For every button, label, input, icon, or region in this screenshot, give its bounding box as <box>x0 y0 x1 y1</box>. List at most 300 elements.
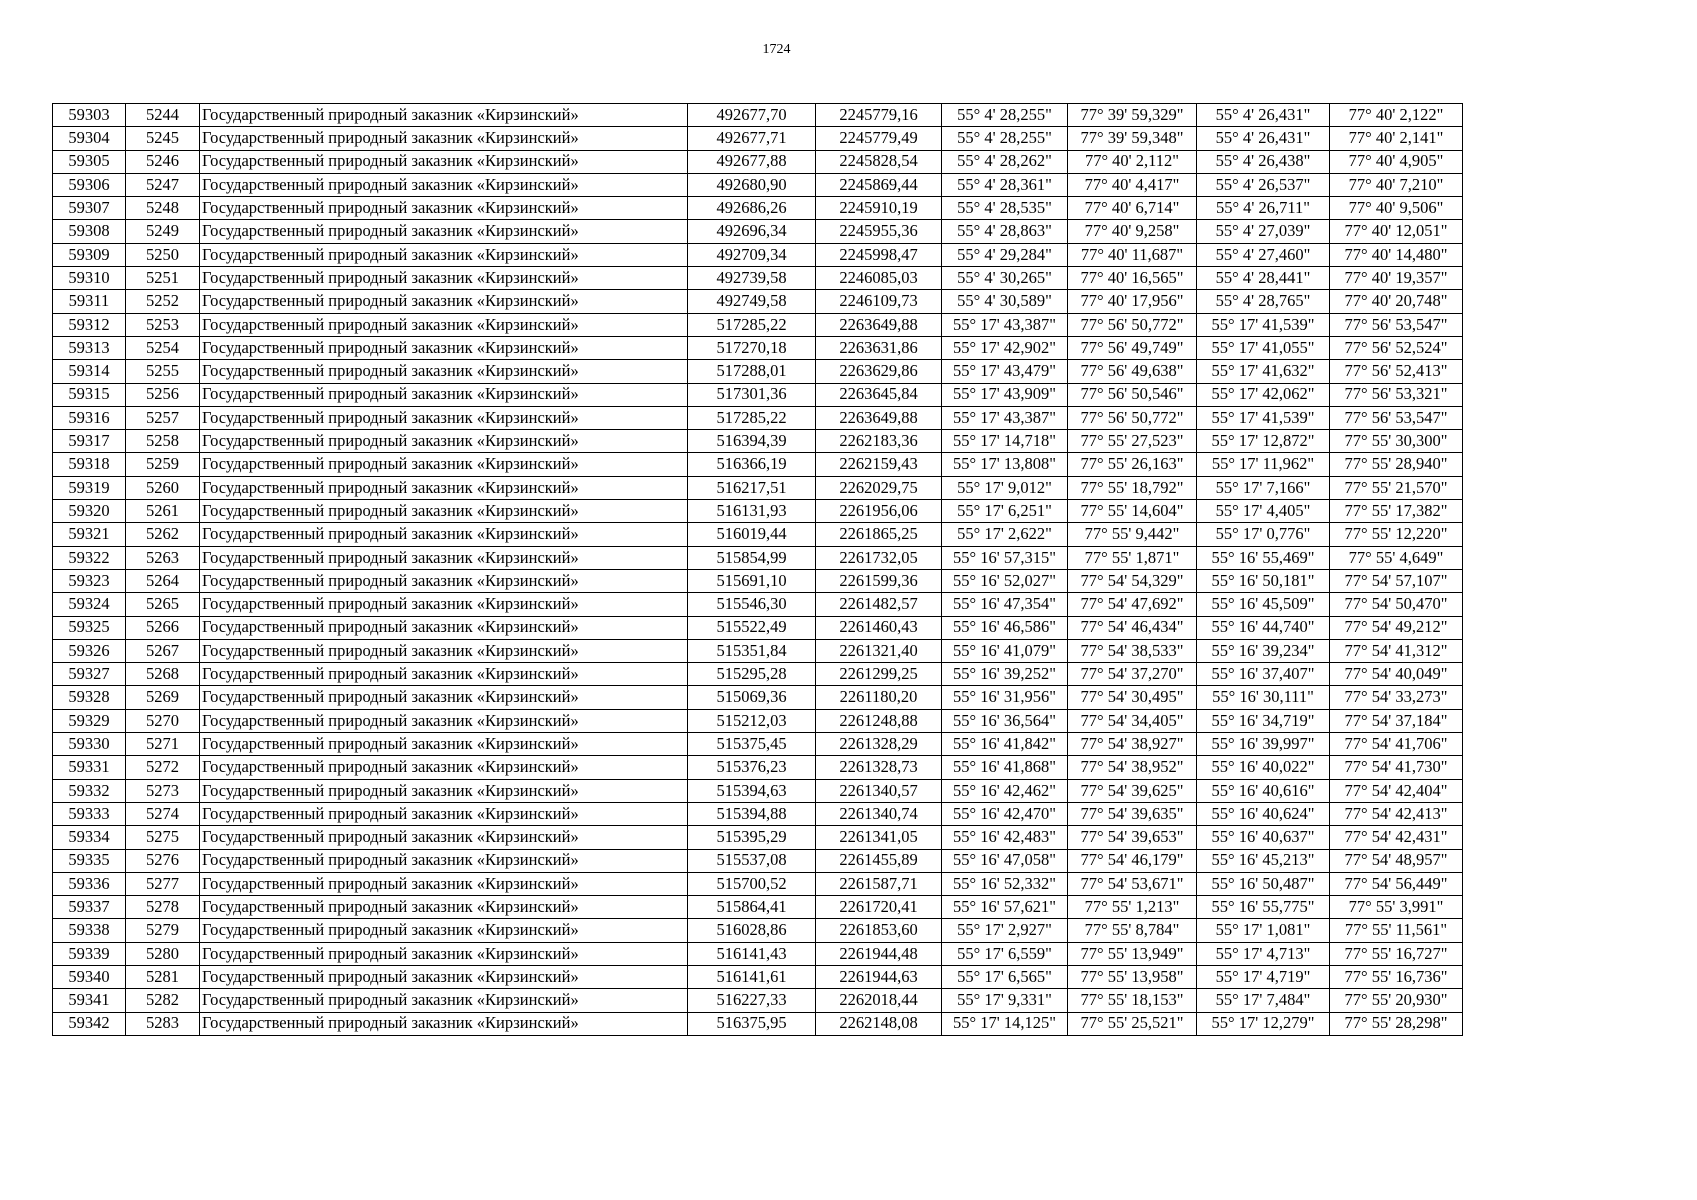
table-row <box>53 639 1463 662</box>
object-name-cell: Государственный природный заказник «Кирзинский» <box>200 896 688 919</box>
latitude-2-cell: 55° 4' 26,711" <box>1197 197 1330 220</box>
y-coordinate-cell: 2261341,05 <box>816 826 942 849</box>
longitude-2-cell: 77° 40' 19,357" <box>1330 267 1463 290</box>
y-coordinate-cell: 2262159,43 <box>816 453 942 476</box>
table-row <box>53 1012 1463 1035</box>
x-coordinate-cell: 515351,84 <box>688 639 816 662</box>
longitude-1-cell: 77° 40' 17,956" <box>1068 290 1197 313</box>
latitude-1-cell: 55° 17' 6,565" <box>942 965 1068 988</box>
y-coordinate-cell: 2262148,08 <box>816 1012 942 1035</box>
longitude-1-cell: 77° 54' 46,179" <box>1068 849 1197 872</box>
object-name-cell: Государственный природный заказник «Кирзинский» <box>200 872 688 895</box>
latitude-2-cell: 55° 17' 7,484" <box>1197 989 1330 1012</box>
table-row <box>53 709 1463 732</box>
latitude-1-cell: 55° 16' 52,027" <box>942 569 1068 592</box>
longitude-1-cell: 77° 56' 50,772" <box>1068 406 1197 429</box>
table-row <box>53 663 1463 686</box>
x-coordinate-cell: 517288,01 <box>688 360 816 383</box>
x-coordinate-cell: 492739,58 <box>688 267 816 290</box>
y-coordinate-cell: 2245828,54 <box>816 150 942 173</box>
latitude-2-cell: 55° 17' 4,719" <box>1197 965 1330 988</box>
x-coordinate-cell: 515295,28 <box>688 663 816 686</box>
record-id-cell: 59314 <box>53 360 126 383</box>
point-number-cell: 5258 <box>126 430 200 453</box>
longitude-2-cell: 77° 54' 37,184" <box>1330 709 1463 732</box>
object-name-cell: Государственный природный заказник «Кирзинский» <box>200 476 688 499</box>
y-coordinate-cell: 2245779,16 <box>816 104 942 127</box>
y-coordinate-cell: 2261455,89 <box>816 849 942 872</box>
record-id-cell: 59332 <box>53 779 126 802</box>
latitude-2-cell: 55° 4' 26,431" <box>1197 127 1330 150</box>
latitude-1-cell: 55° 16' 52,332" <box>942 872 1068 895</box>
longitude-1-cell: 77° 54' 39,635" <box>1068 802 1197 825</box>
point-number-cell: 5283 <box>126 1012 200 1035</box>
latitude-2-cell: 55° 4' 26,438" <box>1197 150 1330 173</box>
x-coordinate-cell: 492677,71 <box>688 127 816 150</box>
x-coordinate-cell: 515069,36 <box>688 686 816 709</box>
latitude-2-cell: 55° 16' 30,111" <box>1197 686 1330 709</box>
latitude-2-cell: 55° 17' 7,166" <box>1197 476 1330 499</box>
x-coordinate-cell: 515522,49 <box>688 616 816 639</box>
point-number-cell: 5282 <box>126 989 200 1012</box>
object-name-cell: Государственный природный заказник «Кирзинский» <box>200 173 688 196</box>
point-number-cell: 5264 <box>126 569 200 592</box>
object-name-cell: Государственный природный заказник «Кирзинский» <box>200 430 688 453</box>
x-coordinate-cell: 492677,88 <box>688 150 816 173</box>
object-name-cell: Государственный природный заказник «Кирзинский» <box>200 150 688 173</box>
record-id-cell: 59321 <box>53 523 126 546</box>
table-row <box>53 313 1463 336</box>
table-row <box>53 173 1463 196</box>
longitude-2-cell: 77° 54' 42,431" <box>1330 826 1463 849</box>
x-coordinate-cell: 516217,51 <box>688 476 816 499</box>
latitude-2-cell: 55° 16' 45,509" <box>1197 593 1330 616</box>
longitude-1-cell: 77° 56' 49,638" <box>1068 360 1197 383</box>
object-name-cell: Государственный природный заказник «Кирзинский» <box>200 267 688 290</box>
longitude-1-cell: 77° 40' 9,258" <box>1068 220 1197 243</box>
table-row <box>53 220 1463 243</box>
latitude-1-cell: 55° 16' 42,470" <box>942 802 1068 825</box>
latitude-1-cell: 55° 17' 42,902" <box>942 336 1068 359</box>
latitude-1-cell: 55° 16' 41,868" <box>942 756 1068 779</box>
record-id-cell: 59339 <box>53 942 126 965</box>
longitude-2-cell: 77° 55' 30,300" <box>1330 430 1463 453</box>
longitude-1-cell: 77° 40' 16,565" <box>1068 267 1197 290</box>
latitude-2-cell: 55° 17' 42,062" <box>1197 383 1330 406</box>
table-row <box>53 104 1463 127</box>
record-id-cell: 59340 <box>53 965 126 988</box>
latitude-1-cell: 55° 4' 28,863" <box>942 220 1068 243</box>
object-name-cell: Государственный природный заказник «Кирзинский» <box>200 104 688 127</box>
longitude-2-cell: 77° 55' 28,298" <box>1330 1012 1463 1035</box>
object-name-cell: Государственный природный заказник «Кирзинский» <box>200 243 688 266</box>
y-coordinate-cell: 2261865,25 <box>816 523 942 546</box>
y-coordinate-cell: 2261944,48 <box>816 942 942 965</box>
longitude-2-cell: 77° 54' 33,273" <box>1330 686 1463 709</box>
y-coordinate-cell: 2261956,06 <box>816 500 942 523</box>
x-coordinate-cell: 515537,08 <box>688 849 816 872</box>
point-number-cell: 5269 <box>126 686 200 709</box>
latitude-1-cell: 55° 17' 2,927" <box>942 919 1068 942</box>
object-name-cell: Государственный природный заказник «Кирзинский» <box>200 756 688 779</box>
table-row <box>53 127 1463 150</box>
object-name-cell: Государственный природный заказник «Кирзинский» <box>200 313 688 336</box>
latitude-1-cell: 55° 17' 6,251" <box>942 500 1068 523</box>
table-row <box>53 336 1463 359</box>
object-name-cell: Государственный природный заказник «Кирзинский» <box>200 220 688 243</box>
latitude-1-cell: 55° 4' 30,589" <box>942 290 1068 313</box>
object-name-cell: Государственный природный заказник «Кирзинский» <box>200 733 688 756</box>
y-coordinate-cell: 2261180,20 <box>816 686 942 709</box>
point-number-cell: 5271 <box>126 733 200 756</box>
longitude-2-cell: 77° 54' 40,049" <box>1330 663 1463 686</box>
latitude-2-cell: 55° 17' 1,081" <box>1197 919 1330 942</box>
x-coordinate-cell: 516141,43 <box>688 942 816 965</box>
y-coordinate-cell: 2261328,29 <box>816 733 942 756</box>
x-coordinate-cell: 516019,44 <box>688 523 816 546</box>
y-coordinate-cell: 2263649,88 <box>816 406 942 429</box>
point-number-cell: 5278 <box>126 896 200 919</box>
record-id-cell: 59319 <box>53 476 126 499</box>
latitude-2-cell: 55° 16' 55,775" <box>1197 896 1330 919</box>
object-name-cell: Государственный природный заказник «Кирзинский» <box>200 989 688 1012</box>
latitude-2-cell: 55° 16' 40,624" <box>1197 802 1330 825</box>
longitude-2-cell: 77° 54' 42,404" <box>1330 779 1463 802</box>
longitude-2-cell: 77° 56' 52,413" <box>1330 360 1463 383</box>
table-row <box>53 593 1463 616</box>
longitude-1-cell: 77° 55' 25,521" <box>1068 1012 1197 1035</box>
longitude-2-cell: 77° 40' 14,480" <box>1330 243 1463 266</box>
latitude-2-cell: 55° 16' 40,637" <box>1197 826 1330 849</box>
longitude-1-cell: 77° 54' 47,692" <box>1068 593 1197 616</box>
longitude-1-cell: 77° 55' 8,784" <box>1068 919 1197 942</box>
latitude-2-cell: 55° 4' 28,765" <box>1197 290 1330 313</box>
longitude-1-cell: 77° 55' 13,958" <box>1068 965 1197 988</box>
object-name-cell: Государственный природный заказник «Кирзинский» <box>200 802 688 825</box>
x-coordinate-cell: 492686,26 <box>688 197 816 220</box>
point-number-cell: 5280 <box>126 942 200 965</box>
latitude-1-cell: 55° 17' 43,387" <box>942 406 1068 429</box>
y-coordinate-cell: 2261248,88 <box>816 709 942 732</box>
latitude-2-cell: 55° 16' 39,234" <box>1197 639 1330 662</box>
point-number-cell: 5259 <box>126 453 200 476</box>
object-name-cell: Государственный природный заказник «Кирзинский» <box>200 942 688 965</box>
longitude-1-cell: 77° 40' 4,417" <box>1068 173 1197 196</box>
longitude-2-cell: 77° 40' 7,210" <box>1330 173 1463 196</box>
latitude-2-cell: 55° 4' 28,441" <box>1197 267 1330 290</box>
latitude-2-cell: 55° 17' 41,055" <box>1197 336 1330 359</box>
y-coordinate-cell: 2261720,41 <box>816 896 942 919</box>
table-row <box>53 383 1463 406</box>
object-name-cell: Государственный природный заказник «Кирзинский» <box>200 663 688 686</box>
y-coordinate-cell: 2261944,63 <box>816 965 942 988</box>
latitude-2-cell: 55° 17' 4,713" <box>1197 942 1330 965</box>
longitude-1-cell: 77° 56' 49,749" <box>1068 336 1197 359</box>
record-id-cell: 59322 <box>53 546 126 569</box>
latitude-1-cell: 55° 17' 14,718" <box>942 430 1068 453</box>
object-name-cell: Государственный природный заказник «Кирзинский» <box>200 523 688 546</box>
y-coordinate-cell: 2261299,25 <box>816 663 942 686</box>
table-row <box>53 546 1463 569</box>
longitude-1-cell: 77° 40' 2,112" <box>1068 150 1197 173</box>
longitude-2-cell: 77° 54' 49,212" <box>1330 616 1463 639</box>
x-coordinate-cell: 492677,70 <box>688 104 816 127</box>
y-coordinate-cell: 2263629,86 <box>816 360 942 383</box>
y-coordinate-cell: 2246085,03 <box>816 267 942 290</box>
point-number-cell: 5246 <box>126 150 200 173</box>
longitude-2-cell: 77° 55' 16,727" <box>1330 942 1463 965</box>
record-id-cell: 59334 <box>53 826 126 849</box>
record-id-cell: 59342 <box>53 1012 126 1035</box>
table-row <box>53 267 1463 290</box>
latitude-2-cell: 55° 16' 55,469" <box>1197 546 1330 569</box>
table-row <box>53 965 1463 988</box>
table-row <box>53 849 1463 872</box>
x-coordinate-cell: 492709,34 <box>688 243 816 266</box>
y-coordinate-cell: 2261321,40 <box>816 639 942 662</box>
longitude-2-cell: 77° 55' 17,382" <box>1330 500 1463 523</box>
y-coordinate-cell: 2261587,71 <box>816 872 942 895</box>
record-id-cell: 59306 <box>53 173 126 196</box>
record-id-cell: 59315 <box>53 383 126 406</box>
longitude-1-cell: 77° 54' 30,495" <box>1068 686 1197 709</box>
point-number-cell: 5256 <box>126 383 200 406</box>
point-number-cell: 5245 <box>126 127 200 150</box>
y-coordinate-cell: 2261732,05 <box>816 546 942 569</box>
latitude-1-cell: 55° 16' 36,564" <box>942 709 1068 732</box>
x-coordinate-cell: 515376,23 <box>688 756 816 779</box>
table-row <box>53 756 1463 779</box>
longitude-1-cell: 77° 54' 38,952" <box>1068 756 1197 779</box>
y-coordinate-cell: 2245869,44 <box>816 173 942 196</box>
latitude-1-cell: 55° 17' 2,622" <box>942 523 1068 546</box>
latitude-1-cell: 55° 4' 29,284" <box>942 243 1068 266</box>
table-row <box>53 569 1463 592</box>
point-number-cell: 5252 <box>126 290 200 313</box>
object-name-cell: Государственный природный заказник «Кирзинский» <box>200 290 688 313</box>
table-row <box>53 686 1463 709</box>
longitude-2-cell: 77° 56' 52,524" <box>1330 336 1463 359</box>
longitude-1-cell: 77° 56' 50,546" <box>1068 383 1197 406</box>
point-number-cell: 5263 <box>126 546 200 569</box>
latitude-1-cell: 55° 16' 46,586" <box>942 616 1068 639</box>
latitude-2-cell: 55° 16' 45,213" <box>1197 849 1330 872</box>
latitude-1-cell: 55° 16' 47,354" <box>942 593 1068 616</box>
y-coordinate-cell: 2261599,36 <box>816 569 942 592</box>
latitude-1-cell: 55° 16' 41,079" <box>942 639 1068 662</box>
y-coordinate-cell: 2262183,36 <box>816 430 942 453</box>
y-coordinate-cell: 2261340,57 <box>816 779 942 802</box>
x-coordinate-cell: 515854,99 <box>688 546 816 569</box>
y-coordinate-cell: 2245779,49 <box>816 127 942 150</box>
table-row <box>53 872 1463 895</box>
record-id-cell: 59310 <box>53 267 126 290</box>
table-row <box>53 826 1463 849</box>
y-coordinate-cell: 2245998,47 <box>816 243 942 266</box>
point-number-cell: 5267 <box>126 639 200 662</box>
point-number-cell: 5274 <box>126 802 200 825</box>
latitude-1-cell: 55° 16' 42,462" <box>942 779 1068 802</box>
table-row <box>53 989 1463 1012</box>
table-row <box>53 430 1463 453</box>
table-row <box>53 896 1463 919</box>
record-id-cell: 59308 <box>53 220 126 243</box>
latitude-1-cell: 55° 16' 57,315" <box>942 546 1068 569</box>
x-coordinate-cell: 516375,95 <box>688 1012 816 1035</box>
latitude-1-cell: 55° 17' 6,559" <box>942 942 1068 965</box>
point-number-cell: 5250 <box>126 243 200 266</box>
table-row <box>53 942 1463 965</box>
table-row <box>53 243 1463 266</box>
longitude-1-cell: 77° 39' 59,329" <box>1068 104 1197 127</box>
longitude-2-cell: 77° 40' 20,748" <box>1330 290 1463 313</box>
latitude-1-cell: 55° 4' 28,361" <box>942 173 1068 196</box>
object-name-cell: Государственный природный заказник «Кирзинский» <box>200 360 688 383</box>
longitude-2-cell: 77° 54' 50,470" <box>1330 593 1463 616</box>
record-id-cell: 59328 <box>53 686 126 709</box>
longitude-2-cell: 77° 55' 3,991" <box>1330 896 1463 919</box>
y-coordinate-cell: 2261328,73 <box>816 756 942 779</box>
longitude-1-cell: 77° 55' 27,523" <box>1068 430 1197 453</box>
record-id-cell: 59307 <box>53 197 126 220</box>
latitude-1-cell: 55° 17' 9,331" <box>942 989 1068 1012</box>
point-number-cell: 5247 <box>126 173 200 196</box>
y-coordinate-cell: 2261853,60 <box>816 919 942 942</box>
latitude-1-cell: 55° 16' 42,483" <box>942 826 1068 849</box>
record-id-cell: 59324 <box>53 593 126 616</box>
longitude-1-cell: 77° 54' 54,329" <box>1068 569 1197 592</box>
table-row <box>53 779 1463 802</box>
point-number-cell: 5244 <box>126 104 200 127</box>
longitude-1-cell: 77° 55' 18,792" <box>1068 476 1197 499</box>
record-id-cell: 59303 <box>53 104 126 127</box>
record-id-cell: 59325 <box>53 616 126 639</box>
table-row <box>53 150 1463 173</box>
point-number-cell: 5266 <box>126 616 200 639</box>
point-number-cell: 5248 <box>126 197 200 220</box>
latitude-2-cell: 55° 4' 26,431" <box>1197 104 1330 127</box>
record-id-cell: 59311 <box>53 290 126 313</box>
record-id-cell: 59318 <box>53 453 126 476</box>
table-body <box>53 104 1463 1036</box>
y-coordinate-cell: 2262018,44 <box>816 989 942 1012</box>
record-id-cell: 59336 <box>53 872 126 895</box>
latitude-1-cell: 55° 17' 43,909" <box>942 383 1068 406</box>
longitude-1-cell: 77° 55' 9,442" <box>1068 523 1197 546</box>
y-coordinate-cell: 2261482,57 <box>816 593 942 616</box>
latitude-1-cell: 55° 16' 41,842" <box>942 733 1068 756</box>
x-coordinate-cell: 515546,30 <box>688 593 816 616</box>
longitude-2-cell: 77° 56' 53,547" <box>1330 406 1463 429</box>
x-coordinate-cell: 492749,58 <box>688 290 816 313</box>
latitude-1-cell: 55° 17' 43,479" <box>942 360 1068 383</box>
latitude-1-cell: 55° 16' 47,058" <box>942 849 1068 872</box>
table-row <box>53 500 1463 523</box>
object-name-cell: Государственный природный заказник «Кирзинский» <box>200 779 688 802</box>
longitude-1-cell: 77° 55' 18,153" <box>1068 989 1197 1012</box>
longitude-1-cell: 77° 54' 46,434" <box>1068 616 1197 639</box>
longitude-1-cell: 77° 55' 26,163" <box>1068 453 1197 476</box>
x-coordinate-cell: 515394,63 <box>688 779 816 802</box>
latitude-2-cell: 55° 4' 26,537" <box>1197 173 1330 196</box>
object-name-cell: Государственный природный заказник «Кирзинский» <box>200 616 688 639</box>
point-number-cell: 5281 <box>126 965 200 988</box>
x-coordinate-cell: 516028,86 <box>688 919 816 942</box>
latitude-2-cell: 55° 16' 50,487" <box>1197 872 1330 895</box>
longitude-1-cell: 77° 56' 50,772" <box>1068 313 1197 336</box>
table-row <box>53 919 1463 942</box>
y-coordinate-cell: 2245955,36 <box>816 220 942 243</box>
record-id-cell: 59333 <box>53 802 126 825</box>
point-number-cell: 5251 <box>126 267 200 290</box>
x-coordinate-cell: 492696,34 <box>688 220 816 243</box>
coordinates-table <box>52 103 1463 1036</box>
point-number-cell: 5273 <box>126 779 200 802</box>
y-coordinate-cell: 2262029,75 <box>816 476 942 499</box>
record-id-cell: 59317 <box>53 430 126 453</box>
x-coordinate-cell: 517285,22 <box>688 313 816 336</box>
y-coordinate-cell: 2246109,73 <box>816 290 942 313</box>
object-name-cell: Государственный природный заказник «Кирзинский» <box>200 500 688 523</box>
longitude-2-cell: 77° 55' 21,570" <box>1330 476 1463 499</box>
latitude-2-cell: 55° 17' 0,776" <box>1197 523 1330 546</box>
longitude-2-cell: 77° 40' 9,506" <box>1330 197 1463 220</box>
record-id-cell: 59316 <box>53 406 126 429</box>
point-number-cell: 5277 <box>126 872 200 895</box>
y-coordinate-cell: 2261460,43 <box>816 616 942 639</box>
longitude-1-cell: 77° 55' 1,213" <box>1068 896 1197 919</box>
latitude-2-cell: 55° 4' 27,039" <box>1197 220 1330 243</box>
longitude-2-cell: 77° 55' 28,940" <box>1330 453 1463 476</box>
point-number-cell: 5261 <box>126 500 200 523</box>
latitude-2-cell: 55° 17' 4,405" <box>1197 500 1330 523</box>
object-name-cell: Государственный природный заказник «Кирзинский» <box>200 453 688 476</box>
point-number-cell: 5268 <box>126 663 200 686</box>
record-id-cell: 59312 <box>53 313 126 336</box>
latitude-1-cell: 55° 17' 43,387" <box>942 313 1068 336</box>
longitude-2-cell: 77° 40' 2,141" <box>1330 127 1463 150</box>
object-name-cell: Государственный природный заказник «Кирзинский» <box>200 639 688 662</box>
object-name-cell: Государственный природный заказник «Кирзинский» <box>200 383 688 406</box>
longitude-1-cell: 77° 54' 38,533" <box>1068 639 1197 662</box>
longitude-2-cell: 77° 56' 53,321" <box>1330 383 1463 406</box>
longitude-2-cell: 77° 54' 41,706" <box>1330 733 1463 756</box>
object-name-cell: Государственный природный заказник «Кирзинский» <box>200 593 688 616</box>
point-number-cell: 5249 <box>126 220 200 243</box>
x-coordinate-cell: 515864,41 <box>688 896 816 919</box>
record-id-cell: 59304 <box>53 127 126 150</box>
object-name-cell: Государственный природный заказник «Кирзинский» <box>200 709 688 732</box>
longitude-2-cell: 77° 55' 11,561" <box>1330 919 1463 942</box>
latitude-1-cell: 55° 17' 13,808" <box>942 453 1068 476</box>
table-row <box>53 197 1463 220</box>
longitude-2-cell: 77° 40' 12,051" <box>1330 220 1463 243</box>
longitude-2-cell: 77° 54' 41,312" <box>1330 639 1463 662</box>
y-coordinate-cell: 2263631,86 <box>816 336 942 359</box>
record-id-cell: 59329 <box>53 709 126 732</box>
point-number-cell: 5254 <box>126 336 200 359</box>
record-id-cell: 59326 <box>53 639 126 662</box>
x-coordinate-cell: 516366,19 <box>688 453 816 476</box>
latitude-2-cell: 55° 17' 12,872" <box>1197 430 1330 453</box>
longitude-2-cell: 77° 54' 48,957" <box>1330 849 1463 872</box>
table-row <box>53 733 1463 756</box>
longitude-1-cell: 77° 54' 53,671" <box>1068 872 1197 895</box>
y-coordinate-cell: 2261340,74 <box>816 802 942 825</box>
point-number-cell: 5279 <box>126 919 200 942</box>
object-name-cell: Государственный природный заказник «Кирзинский» <box>200 569 688 592</box>
latitude-1-cell: 55° 16' 31,956" <box>942 686 1068 709</box>
